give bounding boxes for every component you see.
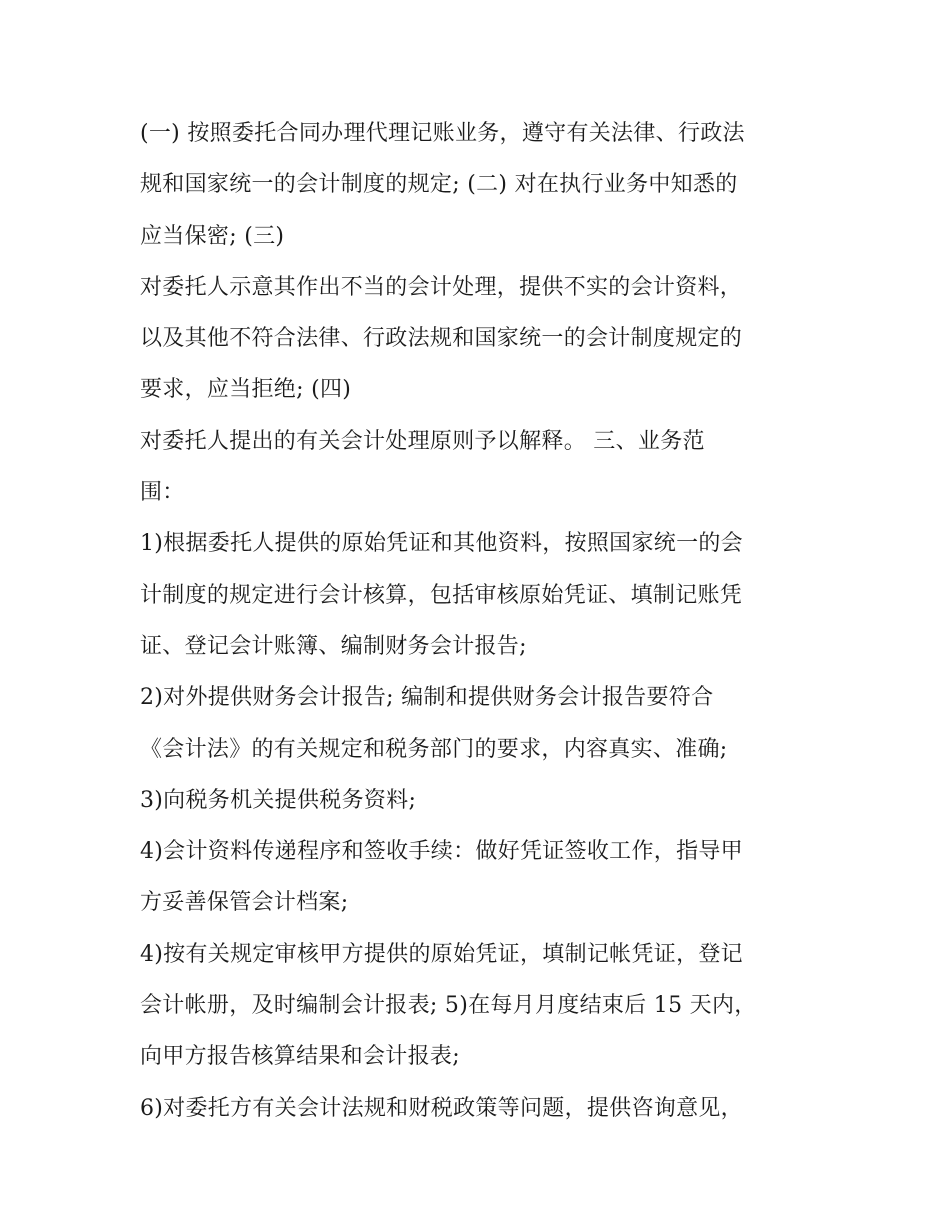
text-line: 证、登记会计账簿、编制财务会计报告; xyxy=(140,633,527,659)
text-line: 对委托人提出的有关会计处理原则予以解释。 三、业务范 xyxy=(140,428,705,454)
text-line: 应当保密; (三) xyxy=(140,223,285,249)
text-line: 6)对委托方有关会计法规和财税政策等问题，提供咨询意见， xyxy=(140,1095,743,1121)
text-line: 以及其他不符合法律、行政法规和国家统一的会计制度规定的 xyxy=(140,326,743,352)
text-line: 要求，应当拒绝; (四) xyxy=(140,377,352,403)
text-line: 4)会计资料传递程序和签收手续：做好凭证签收工作，指导甲 xyxy=(140,839,743,865)
text-line: 向甲方报告核算结果和会计报表; xyxy=(140,1044,460,1070)
text-line: (一) 按照委托合同办理代理记账业务，遵守有关法律、行政法 xyxy=(140,121,745,146)
text-line: 《会计法》的有关规定和税务部门的要求，内容真实、准确; xyxy=(140,736,728,762)
text-line: 1)根据委托人提供的原始凭证和其他资料，按照国家统一的会 xyxy=(140,531,743,557)
text-line: 会计帐册，及时编制会计报表; 5)在每月月度结束后 15 天内， xyxy=(140,993,757,1019)
text-line: 2)对外提供财务会计报告; 编制和提供财务会计报告要符合 xyxy=(140,685,714,711)
text-line: 3)向税务机关提供税务资料; xyxy=(140,787,417,813)
text-line: 方妥善保管会计档案; xyxy=(140,890,349,916)
text-line: 计制度的规定进行会计核算，包括审核原始凭证、填制记账凭 xyxy=(140,582,743,608)
body-text xyxy=(140,108,830,1134)
text-line: 对委托人示意其作出不当的会计处理，提供不实的会计资料， xyxy=(140,274,743,300)
text-line: 4)按有关规定审核甲方提供的原始凭证，填制记帐凭证，登记 xyxy=(140,941,743,967)
text-line: 围： xyxy=(140,480,185,506)
text-line: 规和国家统一的会计制度的规定; (二) 对在执行业务中知悉的 xyxy=(140,172,738,198)
